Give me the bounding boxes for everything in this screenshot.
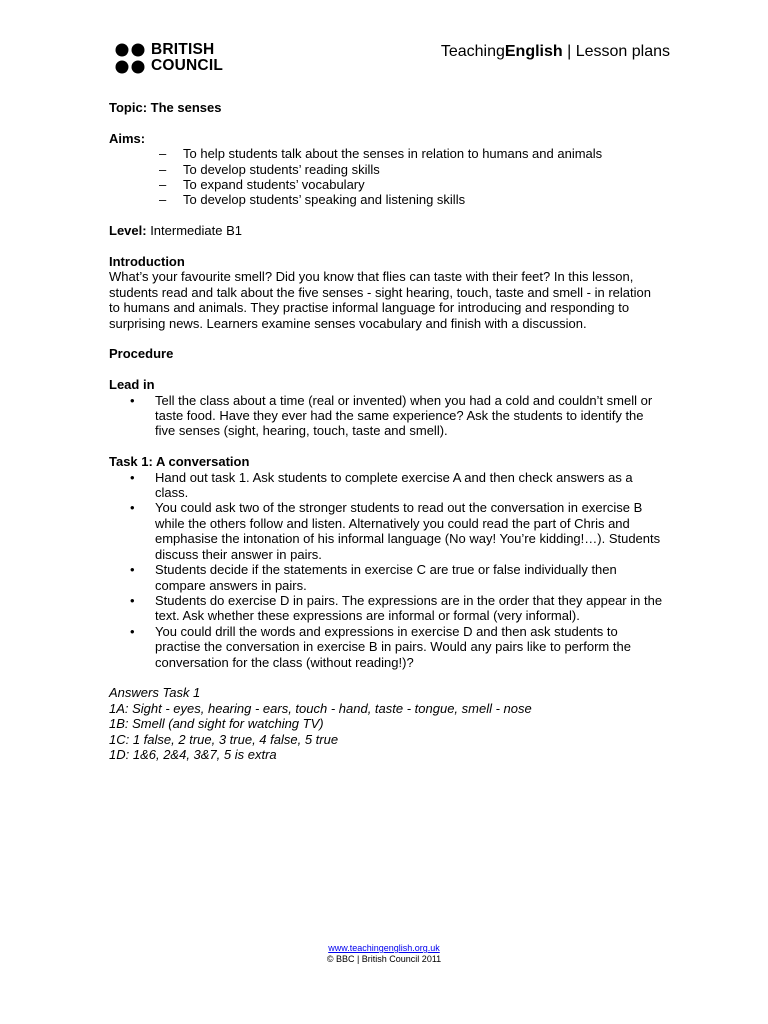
answer-line: 1C: 1 false, 2 true, 3 true, 4 false, 5 true [109,731,339,747]
aims-list [109,146,664,208]
logo-line-2: COUNCIL [151,57,224,74]
introduction-heading: Introduction [109,254,185,270]
introduction-text: What’s your favourite smell? Did you know that flies can taste with their feet? In this lesson, students read and talk about the five senses - sight hearing, touch, taste and smell - in relation to humans and animals. They practise informal language for introducing and responding to surprising news. Learners examine senses vocabulary and finish with a discussion. [109,269,651,331]
header-title-bold: English [504,43,563,60]
list-item: • Students do exercise D in pairs. The expressions are in the order that they appear in the text. Ask whether these expressions are informal or formal (very informal). [130,593,664,624]
answer-line: 1D: 1&6, 2&4, 3&7, 5 is extra [109,746,277,762]
list-item: – To develop students’ reading skills [159,162,664,177]
aims-heading: Aims: [109,130,146,146]
task1-heading: Task 1: A conversation [109,454,250,470]
list-item: – To expand students’ vocabulary [159,177,664,192]
header-title-suffix: | Lesson plans [562,43,670,60]
topic-heading: Topic: The senses [109,100,222,115]
page-header [115,40,670,80]
list-item: – To help students talk about the senses in relation to humans and animals [159,146,664,161]
logo-dots-icon [115,43,147,75]
logo-line-1: BRITISH [151,41,215,58]
header-title [441,43,670,61]
lead-in-heading: Lead in [109,377,155,393]
answer-line: 1A: Sight - eyes, hearing - ears, touch - hand, taste - tongue, smell - nose [109,700,532,716]
list-item: • Hand out task 1. Ask students to complete exercise A and then check answers as a class. [130,470,664,501]
list-item: • Students decide if the statements in exercise C are true or false individually then compare answers in pairs. [130,562,664,593]
footer-website-link[interactable]: www.teachingenglish.org.uk [328,943,440,953]
level-label: Level: [109,223,147,239]
procedure-heading: Procedure [109,346,174,362]
header-title-prefix: Teaching [440,43,505,60]
answers-heading: Answers Task 1 [109,685,201,701]
logo-wordmark [151,42,223,74]
lesson-content [109,100,664,762]
british-council-logo [115,42,245,78]
list-item: – To develop students’ speaking and listening skills [159,192,664,207]
list-item: • You could ask two of the stronger students to read out the conversation in exercise B while the others follow and listen. Alternatively you could read the part of Chris and emphasise the intonation of his informal language (No way! You’re kidding!…). Students discuss their answer in pairs. [130,500,664,562]
lead-in-list [109,393,664,439]
task1-list [109,470,664,670]
level-line [109,223,664,238]
page-footer [0,943,768,965]
answer-line: 1B: Smell (and sight for watching TV) [109,716,324,732]
footer-copyright: © BBC | British Council 2011 [326,954,442,964]
level-value: Intermediate B1 [146,223,242,239]
list-item: • Tell the class about a time (real or invented) when you had a cold and couldn’t smell or taste food. Have they ever had the same experience? Ask the students to identify the five senses (sight, hearing, touch, taste and smell). [130,393,664,439]
list-item: • You could drill the words and expressions in exercise D and then ask students to practise the conversation in exercise B in pairs. Would any pairs like to perform the conversation for the class (without reading!)? [130,624,664,670]
